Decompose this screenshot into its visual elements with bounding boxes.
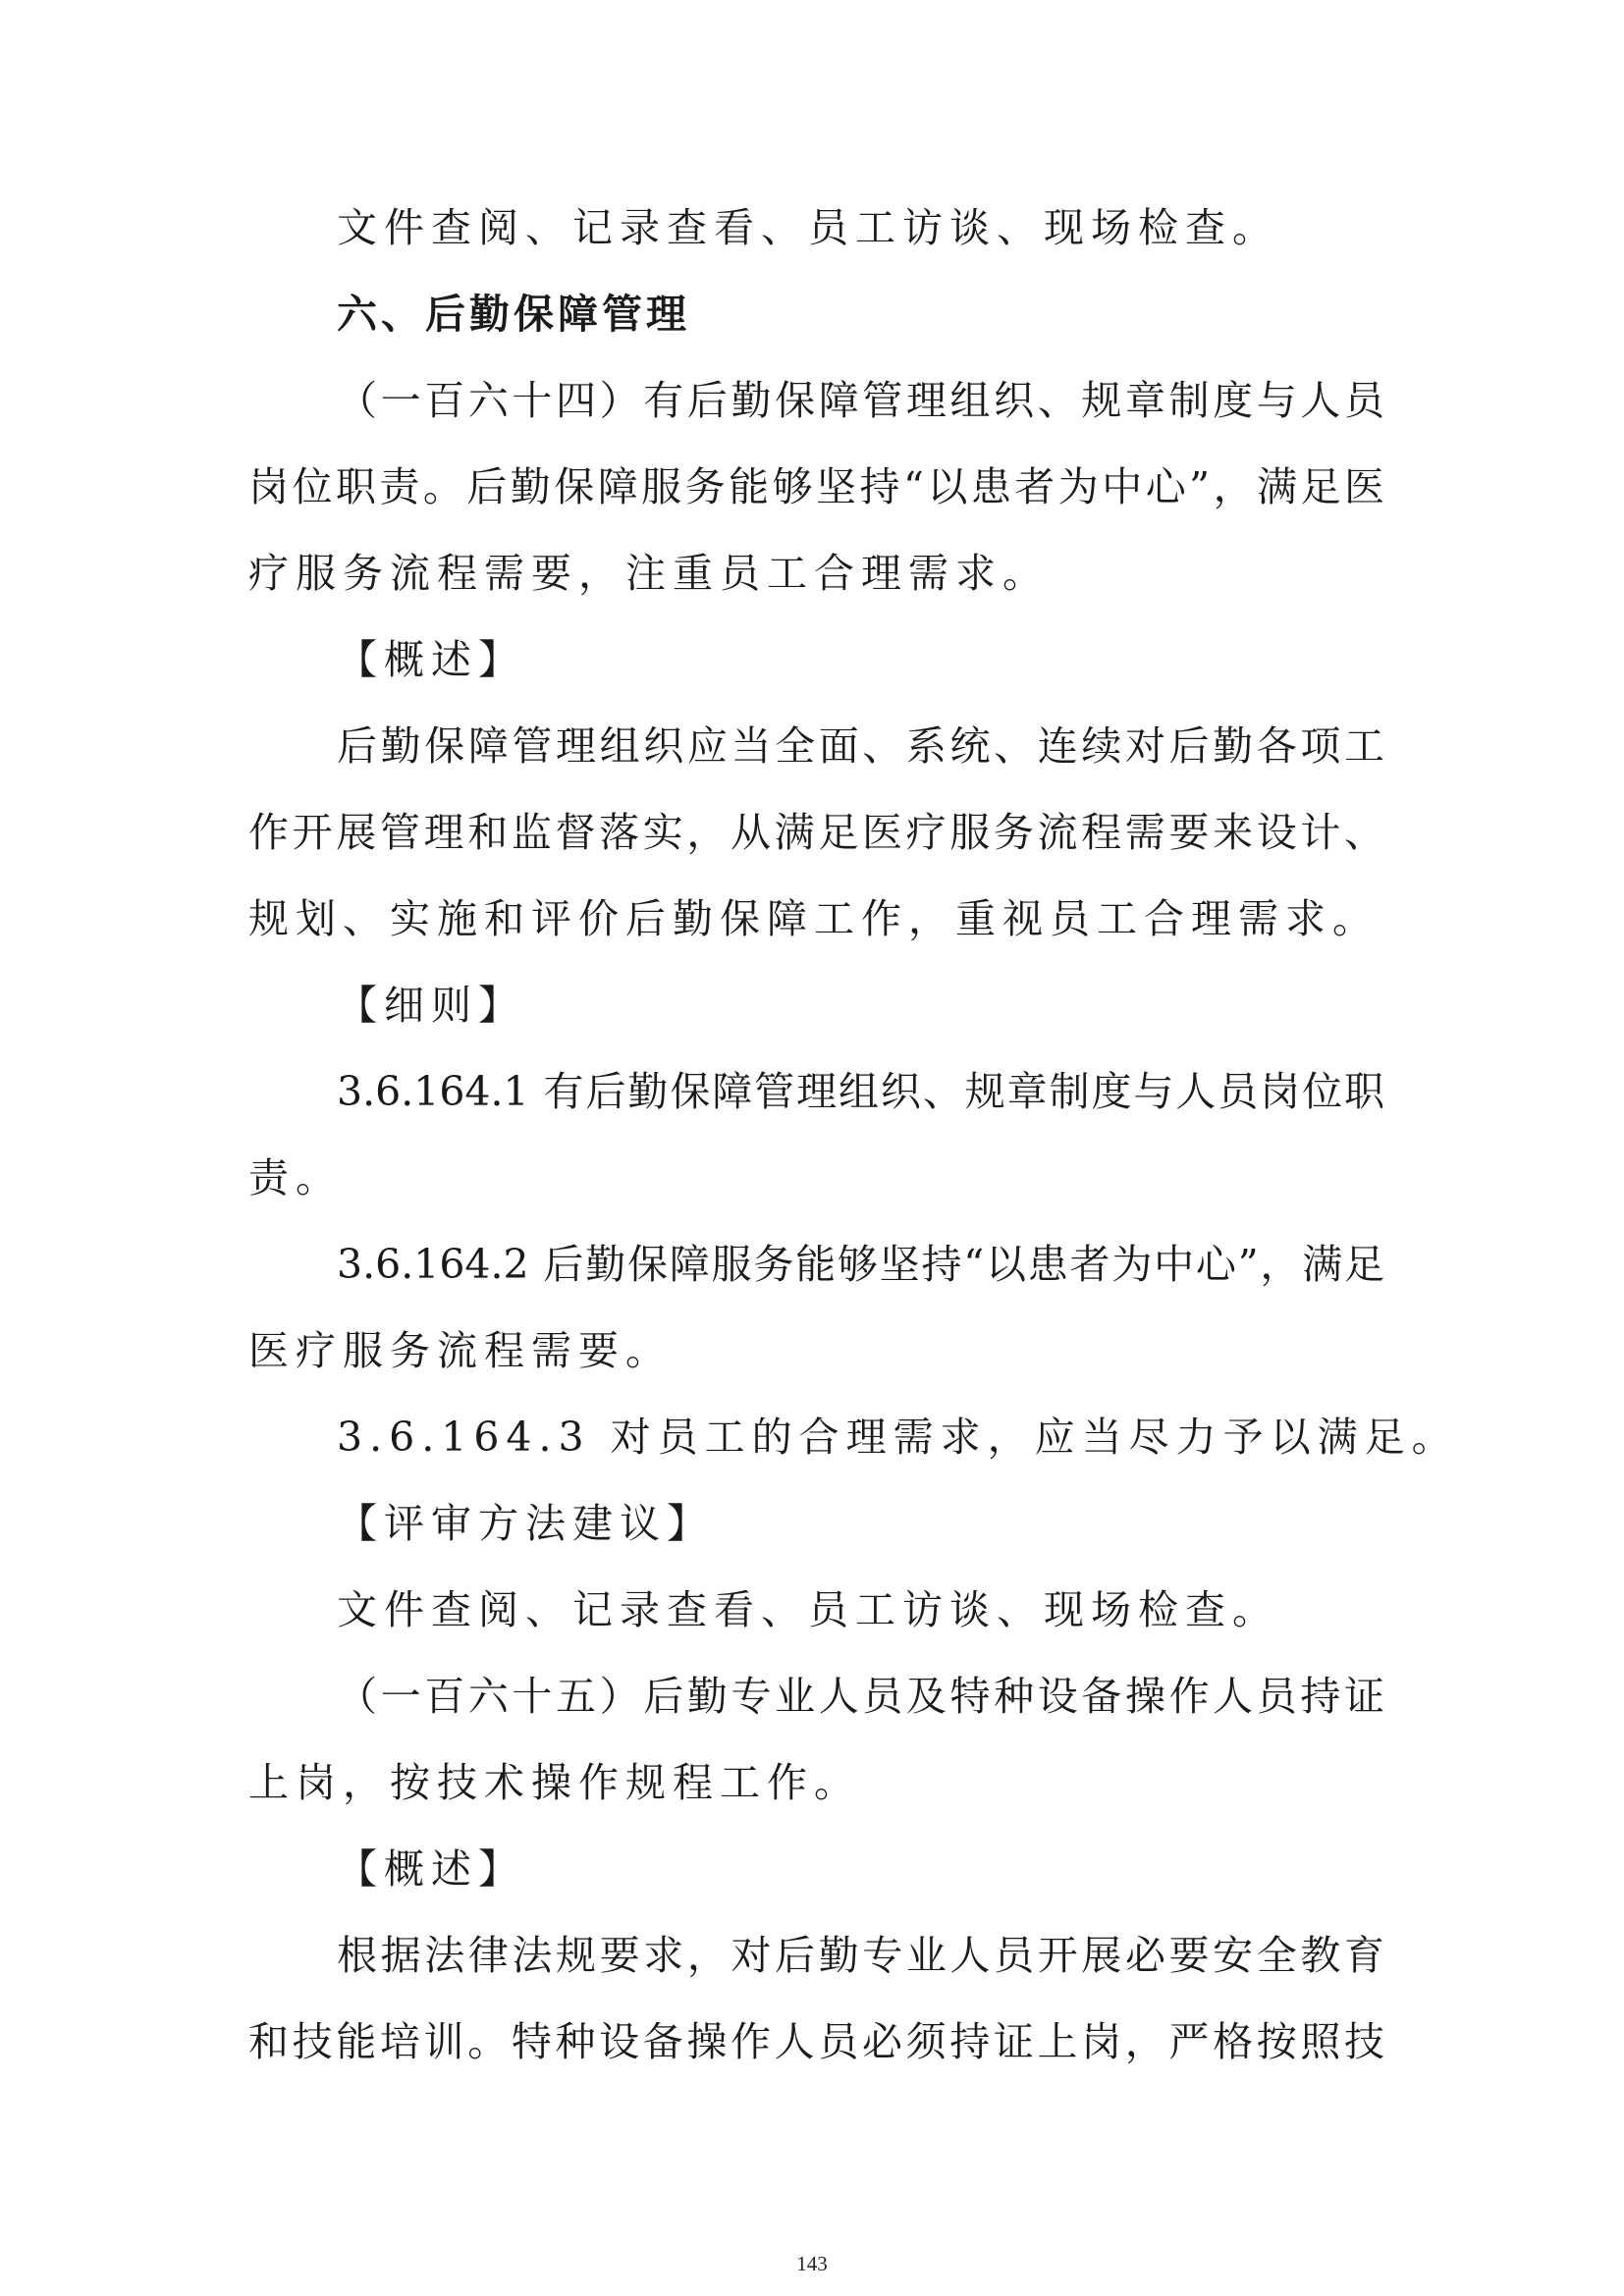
rule-line: 3.6.164.3 对员工的合理需求，应当尽力予以满足。 xyxy=(337,1414,1459,1461)
article-title-line: 岗位职责。后勤保障服务能够坚持“以患者为中心”，满足医 xyxy=(248,463,1384,510)
paragraph-line: 规划、实施和评价后勤保障工作，重视员工合理需求。 xyxy=(248,895,1380,942)
paragraph-line: 文件查阅、记录查看、员工访谈、现场检查。 xyxy=(337,1586,1279,1633)
rule-line: 3.6.164.2 后勤保障服务能够坚持“以患者为中心”，满足 xyxy=(337,1241,1384,1288)
subsection-label-overview: 【概述】 xyxy=(337,1845,525,1893)
page-number: 143 xyxy=(796,2252,828,2275)
paragraph-line: 根据法律法规要求，对后勤专业人员开展必要安全教育 xyxy=(337,1932,1384,1979)
rule-line: 医疗服务流程需要。 xyxy=(248,1327,673,1374)
article-title-line: （一百六十五）后勤专业人员及特种设备操作人员持证 xyxy=(337,1673,1384,1720)
paragraph-line: 文件查阅、记录查看、员工访谈、现场检查。 xyxy=(337,204,1279,251)
article-title-line: （一百六十四）有后勤保障管理组织、规章制度与人员 xyxy=(337,377,1384,424)
section-heading: 六、后勤保障管理 xyxy=(337,291,690,338)
subsection-label-overview: 【概述】 xyxy=(337,636,525,683)
paragraph-line: 作开展管理和监督落实，从满足医疗服务流程需要来设计、 xyxy=(248,809,1384,856)
subsection-label-review-method: 【评审方法建议】 xyxy=(337,1500,714,1547)
rule-line: 责。 xyxy=(248,1154,343,1201)
subsection-label-rules: 【细则】 xyxy=(337,982,525,1029)
article-title-line: 疗服务流程需要，注重员工合理需求。 xyxy=(248,550,1050,597)
paragraph-line: 和技能培训。特种设备操作人员必须持证上岗，严格按照技 xyxy=(248,2018,1384,2065)
paragraph-line: 后勤保障管理组织应当全面、系统、连续对后勤各项工 xyxy=(337,722,1384,770)
article-title-line: 上岗，按技术操作规程工作。 xyxy=(248,1759,861,1806)
rule-line: 3.6.164.1 有后勤保障管理组织、规章制度与人员岗位职 xyxy=(337,1068,1384,1115)
